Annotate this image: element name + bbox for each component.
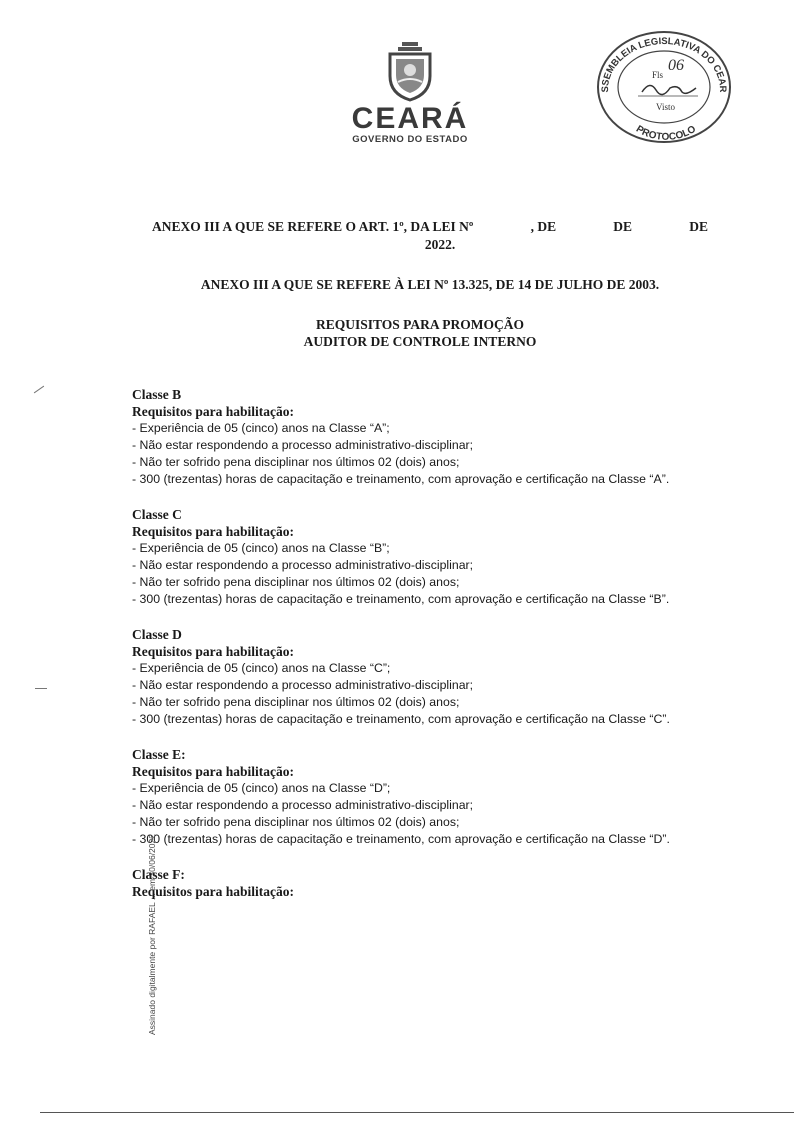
requirement-item: - 300 (trezentas) horas de capacitação e treinamento, com aprovação e certificação na Classe “D”. bbox=[132, 832, 670, 846]
stamp-ring-text: SSEMBLEIA LEGISLATIVA DO CEAR bbox=[599, 35, 729, 93]
logo-subtitle: GOVERNO DO ESTADO bbox=[352, 134, 468, 145]
annex-heading bbox=[152, 218, 708, 254]
stamp-bottom-text: PROTOCOLO bbox=[633, 123, 699, 143]
coat-of-arms-icon bbox=[382, 40, 438, 102]
requirement-item: - Não estar respondendo a processo administrativo-disciplinar; bbox=[132, 798, 474, 812]
heading-part-2: , DE bbox=[530, 219, 557, 234]
requirements-title-line-1: REQUISITOS PARA PROMOÇÃO bbox=[315, 317, 525, 332]
requirement-item: - Não estar respondendo a processo administrativo-disciplinar; bbox=[132, 678, 474, 692]
ceara-government-logo bbox=[340, 40, 480, 145]
requirements-label: Requisitos para habilitação: bbox=[132, 404, 295, 419]
requirements-label: Requisitos para habilitação: bbox=[132, 644, 295, 659]
svg-text:ASSEMBLEIA LEGISLATIVA DO CEAR bbox=[594, 28, 728, 93]
heading-part-1: ANEXO III A QUE SE REFERE O ART. 1º, DA LEI Nº bbox=[152, 219, 474, 234]
protocol-stamp bbox=[594, 28, 734, 146]
requirement-item: - Não ter sofrido pena disciplinar nos últimos 02 (dois) anos; bbox=[132, 575, 460, 589]
class-section bbox=[132, 626, 704, 728]
class-title: Classe F: bbox=[132, 867, 185, 882]
requirement-item: - Experiência de 05 (cinco) anos na Classe “C”; bbox=[132, 661, 391, 675]
class-section bbox=[132, 746, 704, 848]
class-section bbox=[132, 506, 704, 608]
logo-name: CEARÁ bbox=[351, 102, 469, 135]
requirement-item: - Experiência de 05 (cinco) anos na Classe “D”; bbox=[132, 781, 391, 795]
requirements-title bbox=[270, 316, 570, 350]
requirement-item: - 300 (trezentas) horas de capacitação e treinamento, com aprovação e certificação na Classe “B”. bbox=[132, 592, 670, 606]
requirement-item: - 300 (trezentas) horas de capacitação e treinamento, com aprovação e certificação na Classe “A”. bbox=[132, 472, 670, 486]
requirement-item: - Experiência de 05 (cinco) anos na Classe “A”; bbox=[132, 421, 390, 435]
class-title: Classe B bbox=[132, 387, 182, 402]
margin-mark bbox=[35, 688, 47, 689]
class-title: Classe C bbox=[132, 507, 182, 522]
page-bottom-line bbox=[40, 1112, 794, 1113]
digital-signature-strip: Assinado digitalmente por RAFAEL ... em 30/06/2022 bbox=[147, 834, 157, 1035]
class-title: Classe D bbox=[132, 627, 182, 642]
class-section bbox=[132, 866, 704, 900]
class-section bbox=[132, 386, 704, 488]
stamp-rubric-label: Visto bbox=[656, 102, 675, 112]
stamp-fls-label: Fls bbox=[652, 70, 664, 80]
heading-part-4: DE bbox=[689, 219, 708, 234]
requirements-label: Requisitos para habilitação: bbox=[132, 524, 295, 539]
requirement-item: - Não ter sofrido pena disciplinar nos últimos 02 (dois) anos; bbox=[132, 455, 460, 469]
requirement-item: - Não estar respondendo a processo administrativo-disciplinar; bbox=[132, 558, 474, 572]
heading-year: 2022. bbox=[424, 237, 456, 252]
heading-part-3: DE bbox=[613, 219, 633, 234]
requirements-title-line-2: AUDITOR DE CONTROLE INTERNO bbox=[303, 334, 537, 349]
requirement-item: - Não ter sofrido pena disciplinar nos últimos 02 (dois) anos; bbox=[132, 695, 460, 709]
requirements-label: Requisitos para habilitação: bbox=[132, 884, 295, 899]
requirements-label: Requisitos para habilitação: bbox=[132, 764, 295, 779]
stamp-number: 06 bbox=[668, 57, 684, 74]
class-title: Classe E: bbox=[132, 747, 186, 762]
requirement-item: - Não estar respondendo a processo administrativo-disciplinar; bbox=[132, 438, 474, 452]
margin-mark bbox=[34, 386, 44, 394]
requirement-item: - Não ter sofrido pena disciplinar nos últimos 02 (dois) anos; bbox=[132, 815, 460, 829]
requirements-body bbox=[132, 386, 704, 918]
requirement-item: - 300 (trezentas) horas de capacitação e treinamento, com aprovação e certificação na Classe “C”. bbox=[132, 712, 670, 726]
annex-reference: ANEXO III A QUE SE REFERE À LEI Nº 13.325, DE 14 DE JULHO DE 2003. bbox=[200, 277, 660, 292]
requirement-item: - Experiência de 05 (cinco) anos na Classe “B”; bbox=[132, 541, 390, 555]
stamp-signature bbox=[642, 85, 696, 94]
